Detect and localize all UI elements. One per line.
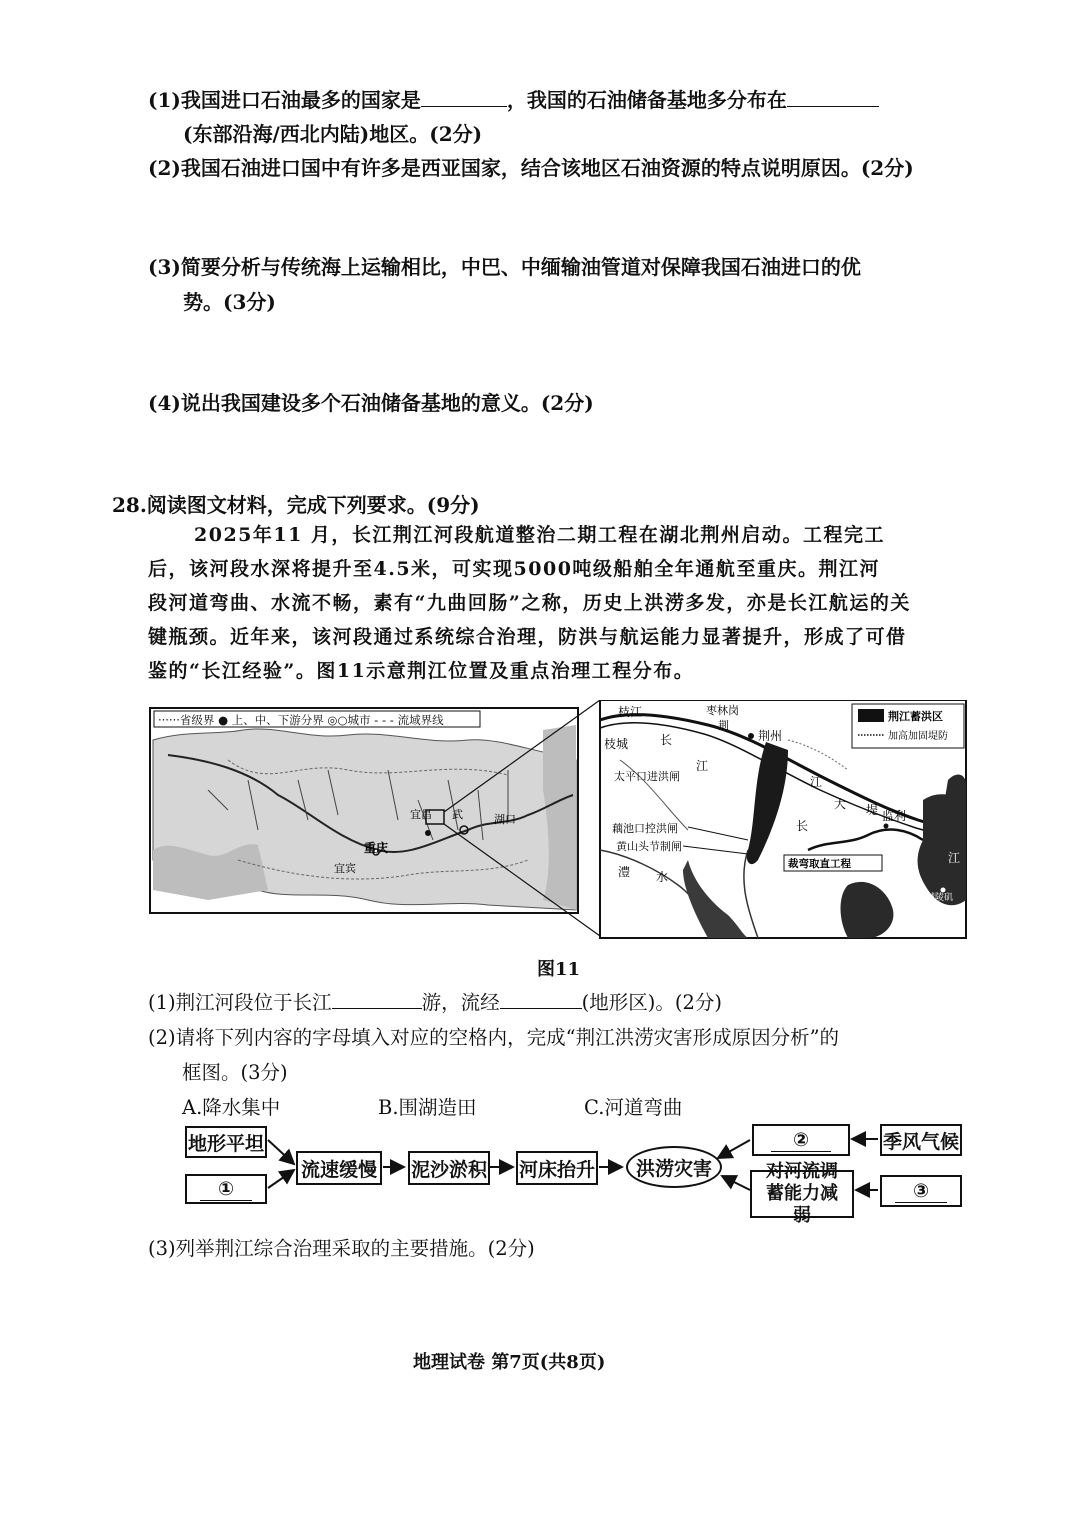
q27-part3-line2: 势。(3分) — [183, 290, 276, 314]
label-jianli: 监利 — [882, 809, 907, 823]
flow-box-silt: 泥沙淤积 — [408, 1151, 490, 1185]
left-map-legend: ······省级界 ● 上、中、下游分界 ◎○城市 - - - 流域界线 — [158, 713, 444, 727]
label-hukou: 湖口 — [494, 813, 516, 826]
flow-box-terrain: 地形平坦 — [185, 1126, 267, 1158]
q28-sub2-line2: 框图。(3分) — [182, 1061, 288, 1084]
label-huangshantou-gate: 黄山头节制闸 — [616, 840, 682, 853]
label-yichang: 宜昌 — [410, 808, 432, 821]
q28-sub1-text-b: 游，流经 — [421, 991, 500, 1014]
label-chenglingji: 城陵矶 — [926, 893, 954, 903]
label-taipingkou-gate: 太平口进洪闸 — [614, 770, 680, 783]
flow-blank-1-label: ① — [200, 1178, 252, 1201]
option-b: B.围湖造田 — [378, 1096, 477, 1119]
q27-part1-text-a: (1)我国进口石油最多的国家是 — [148, 88, 421, 112]
q28-sub1-text-c: (地形区)。(2分) — [581, 991, 722, 1014]
flow-box-slow-flow: 流速缓慢 — [296, 1151, 382, 1185]
q28-material-line: 键瓶颈。近年来，该河段通过系统综合治理，防洪与航运能力显著提升，形成了可借 — [148, 626, 907, 648]
label-zhicheng: 枝城 — [604, 737, 629, 751]
q28-heading: 28.阅读图文材料，完成下列要求。(9分) — [112, 493, 480, 517]
flow-box-flood-disaster: 洪涝灾害 — [626, 1146, 722, 1188]
q28-material-line: 2025年11 月，长江荆江河段航道整治二期工程在湖北荆州启动。工程完工 — [194, 524, 885, 546]
legend-levee: 加高加固堤防 — [888, 731, 948, 742]
label-di: 堤 — [866, 803, 879, 817]
flow-blank-2-label: ② — [771, 1129, 831, 1152]
flow-box-blank-3[interactable] — [880, 1175, 962, 1207]
label-jing: 荆 — [718, 719, 729, 732]
label-da: 大 — [834, 797, 847, 811]
q28-sub3: (3)列举荆江综合治理采取的主要措施。(2分) — [148, 1237, 535, 1260]
label-cutoff-project: 裁弯取直工程 — [788, 858, 851, 870]
page-footer: 地理试卷 第7页(共8页) — [413, 1352, 606, 1373]
q27-part3-line1: (3)简要分析与传统海上运输相比，中巴、中缅输油管道对保障我国石油进口的优 — [148, 255, 861, 279]
label-chongqing: 重庆 — [364, 841, 389, 855]
q27-part2: (2)我国石油进口国中有许多是西亚国家，结合该地区石油资源的特点说明原因。(2分) — [148, 156, 914, 180]
label-ouchikou-gate: 藕池口控洪闸 — [612, 822, 678, 835]
label-zaolingang: 枣林岗 — [706, 704, 739, 717]
label-li: 澧 — [618, 865, 631, 879]
q28-sub1-text-a: (1)荆江河段位于长江 — [148, 991, 332, 1014]
label-jiang-3: 江 — [948, 851, 961, 865]
label-jiang-1: 江 — [696, 759, 709, 773]
flow-box-blank-1[interactable] — [185, 1174, 267, 1204]
flow-box-regulation-weakened: 对河流调蓄能力减弱 — [750, 1170, 854, 1218]
q28-material-line: 段河道弯曲、水流不畅，素有“九曲回肠”之称，历史上洪涝多发，亦是长江航运的关 — [148, 592, 911, 614]
label-yibin: 宜宾 — [334, 862, 356, 875]
option-c: C.河道弯曲 — [584, 1096, 683, 1119]
label-zhijiang: 枝江 — [618, 705, 643, 719]
label-shui: 水 — [656, 870, 669, 884]
q27-part1-line2: (东部沿海/西北内陆)地区。(2分) — [183, 122, 483, 146]
figure-caption: 图11 — [537, 959, 581, 980]
q28-material-line: 后，该河段水深将提升至4.5米，可实现5000吨级船舶全年通航至重庆。荆江河 — [148, 558, 880, 580]
q27-part4: (4)说出我国建设多个石油储备基地的意义。(2分) — [148, 391, 594, 415]
flow-blank-3-label: ③ — [895, 1180, 947, 1203]
q27-part1-text-b: ，我国的石油储备基地多分布在 — [506, 88, 787, 112]
legend-flood-area: 荆江蓄洪区 — [888, 710, 943, 723]
label-jiang-2: 江 — [810, 775, 823, 789]
option-a: A.降水集中 — [182, 1096, 281, 1119]
q28-sub2-line1: (2)请将下列内容的字母填入对应的空格内，完成“荆江洪涝灾害形成原因分析”的 — [148, 1026, 840, 1049]
flow-box-riverbed: 河床抬升 — [516, 1151, 598, 1185]
label-chang-1: 长 — [660, 733, 673, 747]
q28-material-line: 鉴的“长江经验”。图11示意荆江位置及重点治理工程分布。 — [148, 660, 695, 682]
label-jingzhou: 荆州 — [758, 729, 783, 743]
flow-box-monsoon: 季风气候 — [880, 1124, 962, 1156]
label-chang-2: 长 — [796, 819, 809, 833]
flow-box-blank-2[interactable] — [752, 1124, 850, 1156]
label-wu: 武 — [452, 808, 463, 821]
